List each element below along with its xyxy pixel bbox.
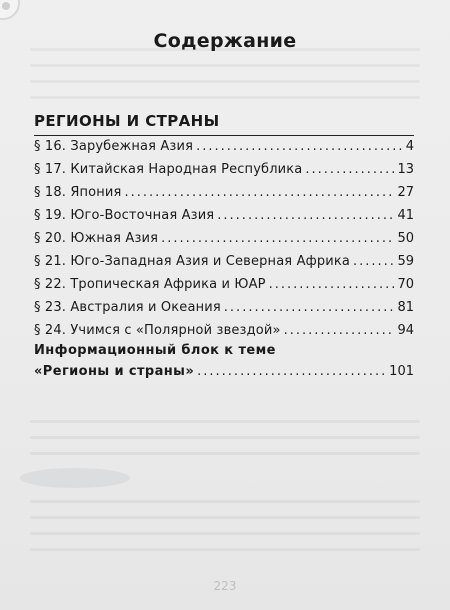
dot-leader bbox=[217, 208, 394, 223]
toc-entry-page: 4 bbox=[405, 139, 414, 154]
toc-entry-title: § 18. Япония bbox=[34, 185, 122, 200]
corner-emblem-icon bbox=[0, 0, 20, 20]
dot-leader bbox=[161, 231, 394, 246]
dot-leader bbox=[284, 323, 395, 338]
toc-entry-title: § 17. Китайская Народная Республика bbox=[34, 162, 303, 177]
bleed-through-line bbox=[30, 500, 420, 503]
page-title: Содержание bbox=[153, 30, 297, 52]
bleed-through-line bbox=[30, 80, 420, 83]
dot-leader bbox=[305, 162, 394, 177]
section-heading: РЕГИОНЫ И СТРАНЫ bbox=[34, 112, 220, 130]
toc-entry-title: § 22. Тропическая Африка и ЮАР bbox=[34, 277, 266, 292]
dot-leader bbox=[196, 139, 403, 154]
toc-entry[interactable] bbox=[34, 231, 414, 254]
table-of-contents bbox=[34, 132, 414, 346]
toc-entry[interactable] bbox=[34, 162, 414, 185]
toc-entry-page: 13 bbox=[397, 162, 414, 177]
toc-entry[interactable] bbox=[34, 277, 414, 300]
bleed-through-line bbox=[30, 516, 420, 519]
toc-entry-page: 41 bbox=[397, 208, 414, 223]
info-block-subtitle-row bbox=[34, 364, 414, 387]
toc-entry[interactable] bbox=[34, 208, 414, 231]
toc-entry-title: § 16. Зарубежная Азия bbox=[34, 139, 194, 154]
dot-leader bbox=[125, 185, 395, 200]
toc-entry-title: § 19. Юго-Восточная Азия bbox=[34, 208, 215, 223]
info-block-subtitle: «Регионы и страны» bbox=[34, 364, 195, 379]
bleed-through-line bbox=[30, 64, 420, 67]
bleed-through-line bbox=[30, 548, 420, 551]
toc-entry-page: 81 bbox=[397, 300, 414, 315]
bleed-through-line bbox=[30, 96, 420, 99]
toc-entry[interactable] bbox=[34, 139, 414, 162]
toc-entry-page: 70 bbox=[397, 277, 414, 292]
bleed-through-figure bbox=[20, 468, 130, 488]
dot-leader bbox=[224, 300, 395, 315]
info-block-title: Информационный блок к теме bbox=[34, 343, 276, 358]
info-block-page: 101 bbox=[389, 364, 414, 379]
info-block-entry[interactable] bbox=[34, 343, 414, 387]
dot-leader bbox=[197, 364, 386, 379]
toc-entry-title: § 23. Австралия и Океания bbox=[34, 300, 221, 315]
toc-entry-page: 59 bbox=[397, 254, 414, 269]
bleed-through-line bbox=[30, 436, 420, 439]
toc-entry-page: 27 bbox=[397, 185, 414, 200]
toc-entry-title: § 20. Южная Азия bbox=[34, 231, 159, 246]
dot-leader bbox=[269, 277, 395, 292]
toc-entry[interactable] bbox=[34, 300, 414, 323]
bleed-through-line bbox=[30, 532, 420, 535]
bleed-through-line bbox=[30, 452, 420, 455]
toc-entry-title: § 21. Юго-Западная Азия и Северная Африка bbox=[34, 254, 350, 269]
dot-leader bbox=[353, 254, 394, 269]
toc-entry-page: 50 bbox=[397, 231, 414, 246]
toc-entry-title: § 24. Учимся с «Полярной звездой» bbox=[34, 323, 281, 338]
toc-entry[interactable] bbox=[34, 185, 414, 208]
toc-entry-page: 94 bbox=[397, 323, 414, 338]
page-number: 223 bbox=[213, 579, 237, 593]
toc-entry[interactable] bbox=[34, 254, 414, 277]
bleed-through-line bbox=[30, 420, 420, 423]
